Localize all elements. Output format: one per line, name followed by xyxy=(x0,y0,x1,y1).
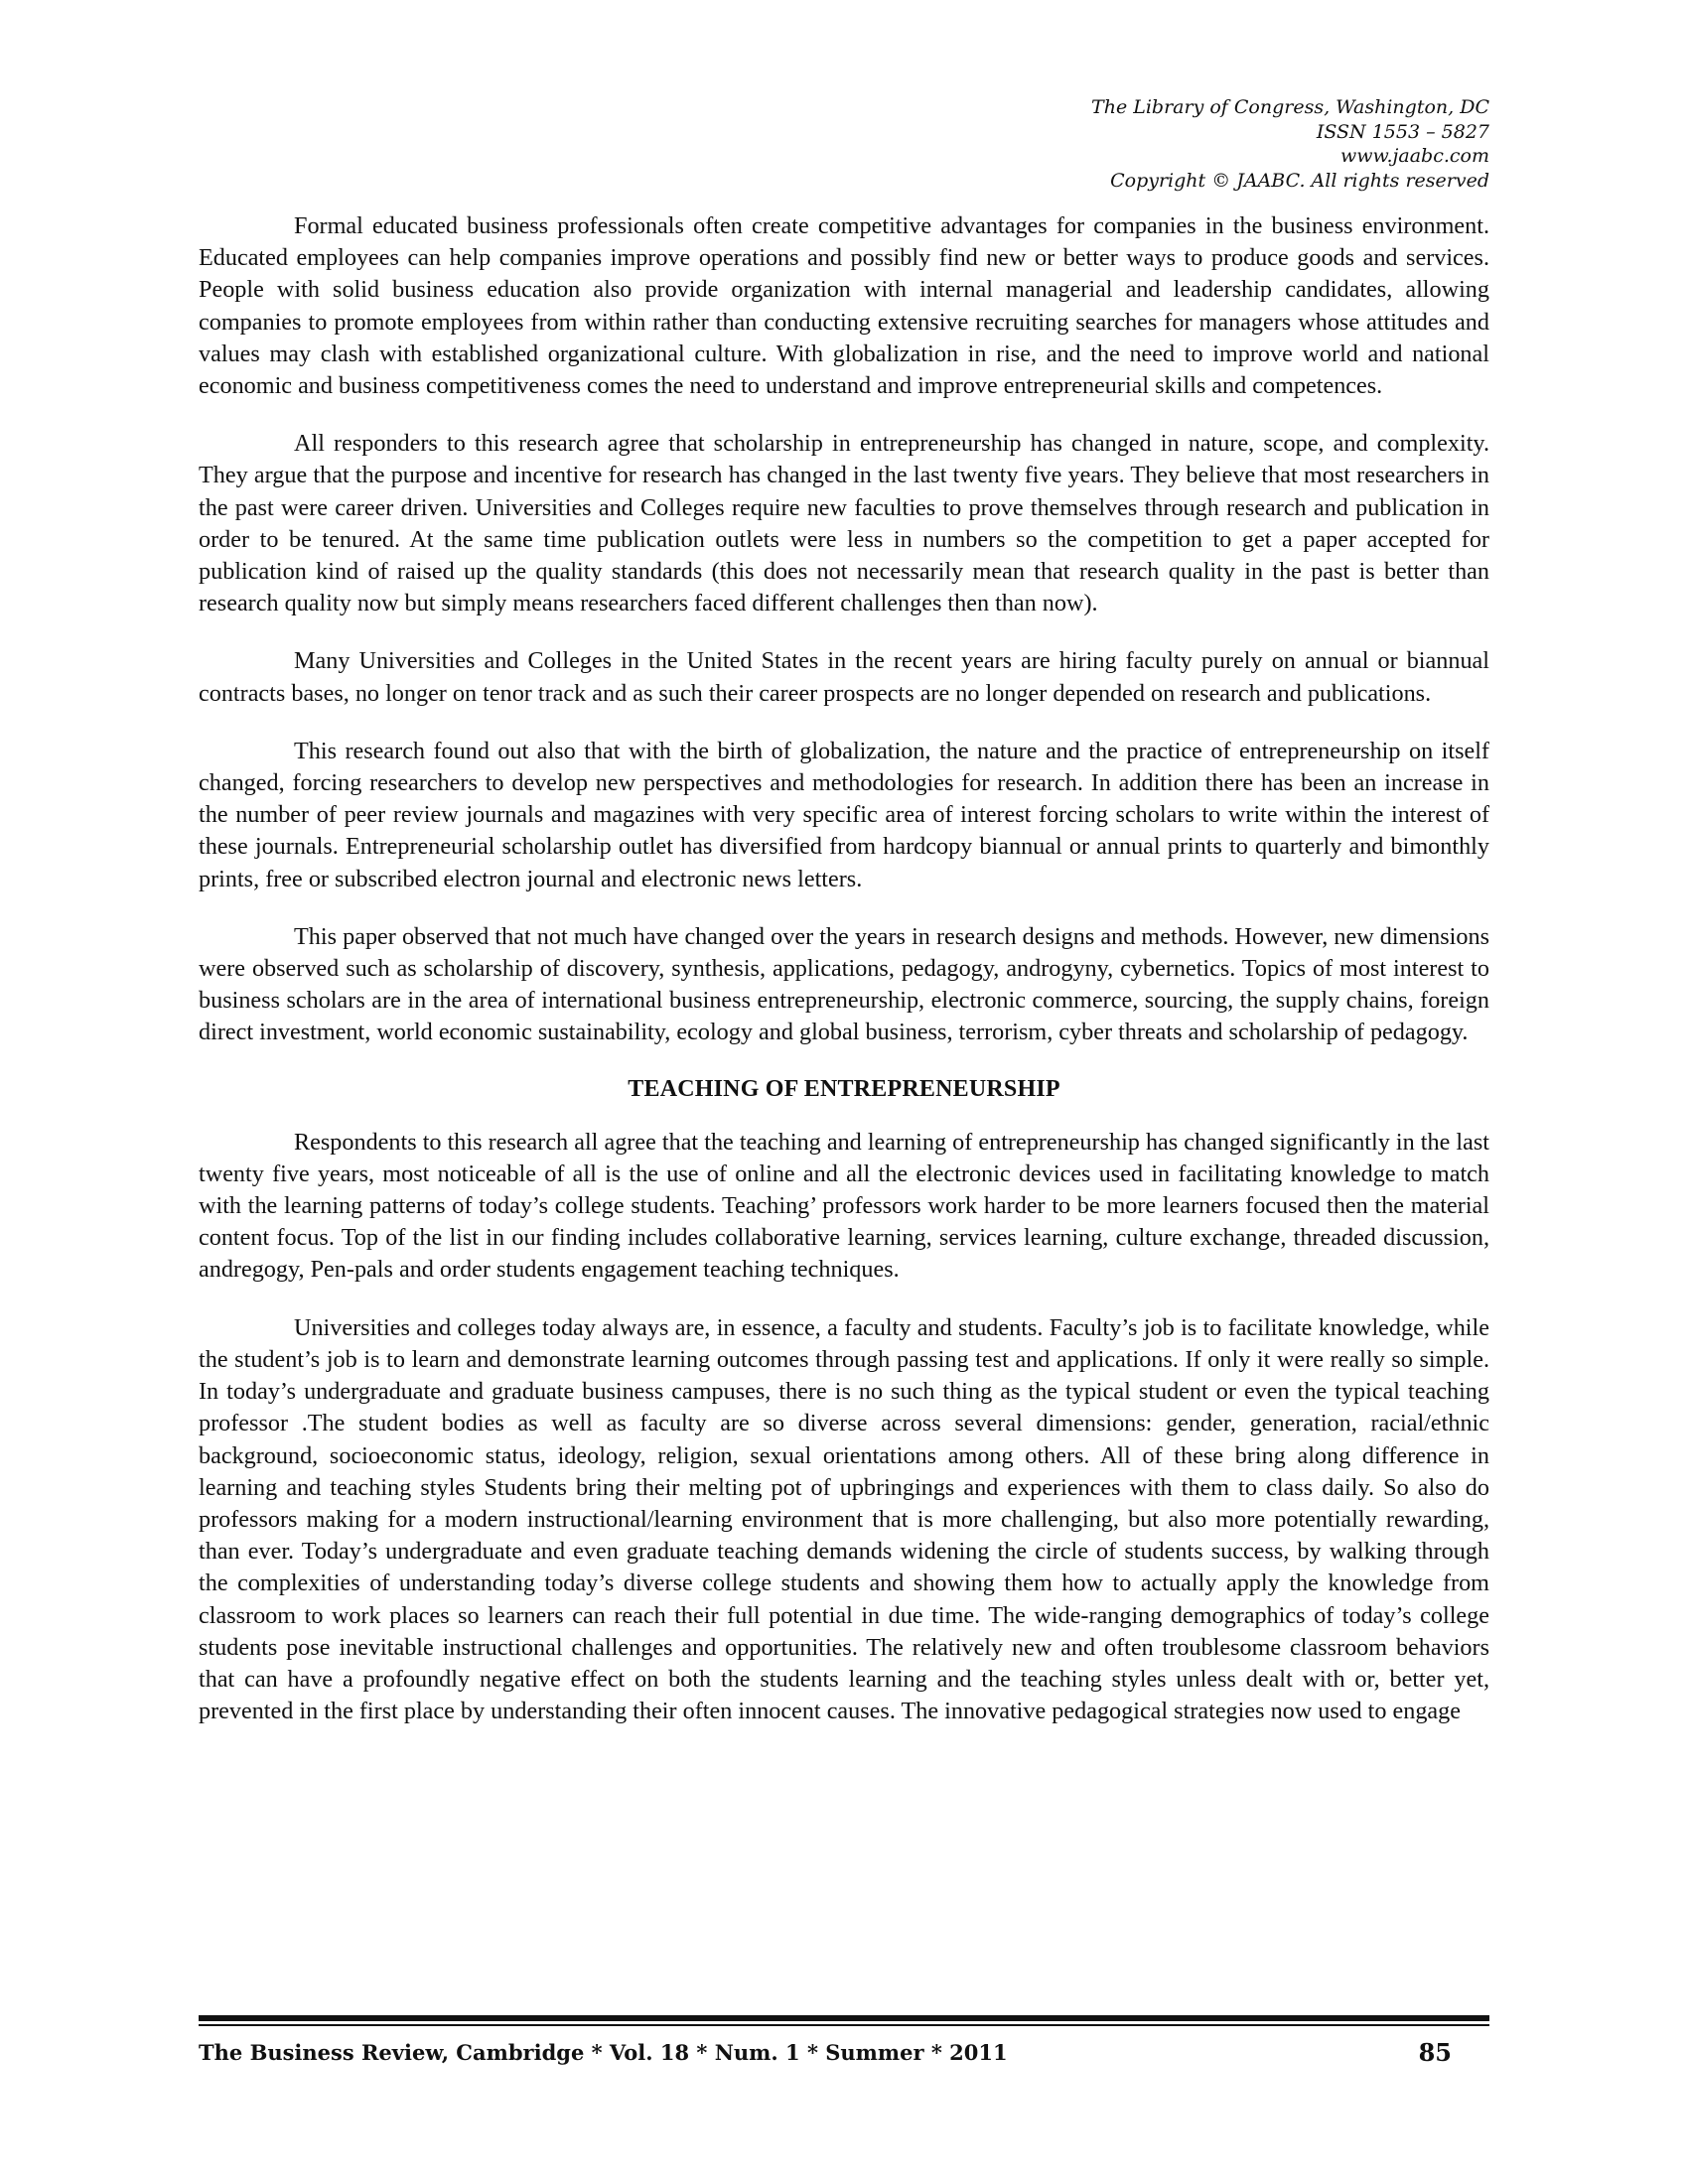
header-publisher-line: The Library of Congress, Washington, DC xyxy=(1091,96,1489,118)
body-paragraph: Many Universities and Colleges in the United States in the recent years are hiring faculty purely on annual or biannual contracts bases, no longer on tenor track and as such their career prospects are no longer depended on research and publications. xyxy=(199,647,1489,707)
header-website-line: www.jaabc.com xyxy=(1339,145,1489,167)
body-paragraph: This paper observed that not much have changed over the years in research designs and methods. However, new dimensions were observed such as scholarship of discovery, synthesis, applications, pedagogy, androgyny, cybernetics. Topics of most interest to business scholars are in the area of international business entrepreneurship, electronic commerce, sourcing, the supply chains, foreign direct investment, world economic sustainability, ecology and global business, terrorism, cyber threats and scholarship of pedagogy. xyxy=(199,922,1489,1046)
page-number: 85 xyxy=(1418,2038,1452,2067)
body-paragraph: Universities and colleges today always are, in essence, a faculty and students. Faculty’s job is to facilitate knowledge, while the student’s job is to learn and demonstrate learning outcomes through passing test and applications. If only it were really so simple. In today’s undergraduate and graduate business campuses, there is no such thing as the typical student or even the typical teaching professor .The student bodies as well as faculty are so diverse across several dimensions: gender, generation, racial/ethnic background, socioeconomic status, ideology, religion, sexual orientations among others. All of these bring along difference in learning and teaching styles Students bring their melting pot of upbringings and experiences with them to class daily. So also do professors making for a modern instructional/learning environment that is more challenging, but also more potentially rewarding, than ever. Today’s undergraduate and even graduate teaching demands widening the circle of students success, by walking through the complexities of understanding today’s diverse college students and showing them how to actually apply the knowledge from classroom to work places so learners can reach their full potential in due time. The wide-ranging demographics of today’s college students pose inevitable instructional challenges and opportunities. The relatively new and often troublesome classroom behaviors that can have a profoundly negative effect on both the students learning and the teaching styles unless dealt with or, better yet, prevented in the first place by understanding their often innocent causes. The innovative pedagogical strategies now used to engage xyxy=(199,1313,1489,1725)
section-heading: TEACHING OF ENTREPRENEURSHIP xyxy=(628,1075,1060,1102)
header-copyright-line: Copyright © JAABC. All rights reserved xyxy=(1110,169,1489,192)
footer-rule-thick xyxy=(199,2015,1489,2021)
body-paragraph: Respondents to this research all agree that the teaching and learning of entrepreneurship has changed significantly in the last twenty five years, most noticeable of all is the use of online and all the electronic devices used in facilitating knowledge to match with the learning patterns of today’s college students. Teaching’ professors work harder to be more learners focused then the material content focus. Top of the list in our finding includes collaborative learning, services learning, culture exchange, threaded discussion, andregogy, Pen-pals and order students engagement teaching techniques. xyxy=(199,1128,1489,1284)
running-header xyxy=(1091,95,1489,193)
body-paragraph: Formal educated business professionals often create competitive advantages for companies in the business environment. Educated employees can help companies improve operations and possibly find new or better ways to produce goods and services. People with solid business education also provide organization with internal managerial and leadership candidates, allowing companies to promote employees from within rather than conducting extensive recruiting searches for managers whose attitudes and values may clash with established organizational culture. With globalization in rise, and the need to improve world and national economic and business competitiveness comes the need to understand and improve entrepreneurial skills and competences. xyxy=(199,212,1489,400)
footer-journal-citation: The Business Review, Cambridge * Vol. 18 * Num. 1 * Summer * 2011 xyxy=(199,2040,1008,2065)
article-body xyxy=(199,210,1489,1753)
body-paragraph: This research found out also that with the birth of globalization, the nature and the practice of entrepreneurship on itself changed, forcing researchers to develop new perspectives and methodologies for research. In addition there has been an increase in the number of peer review journals and magazines with very specific area of interest forcing scholars to write within the interest of these journals. Entrepreneurial scholarship outlet has diversified from hardcopy biannual or annual prints to quarterly and bimonthly prints, free or subscribed electron journal and electronic news letters. xyxy=(199,737,1489,892)
body-paragraph: All responders to this research agree that scholarship in entrepreneurship has changed in nature, scope, and complexity. They argue that the purpose and incentive for research has changed in the last twenty five years. They believe that most researchers in the past were career driven. Universities and Colleges require new faculties to prove themselves through research and publication in order to be tenured. At the same time publication outlets were less in numbers so the competition to get a paper accepted for publication kind of raised up the quality standards (this does not necessarily mean that research quality in the past is better than research quality now but simply means researchers faced different challenges then than now). xyxy=(199,430,1489,617)
header-issn-line: ISSN 1553 – 5827 xyxy=(1316,120,1489,143)
footer-rule-thin xyxy=(199,2024,1489,2026)
